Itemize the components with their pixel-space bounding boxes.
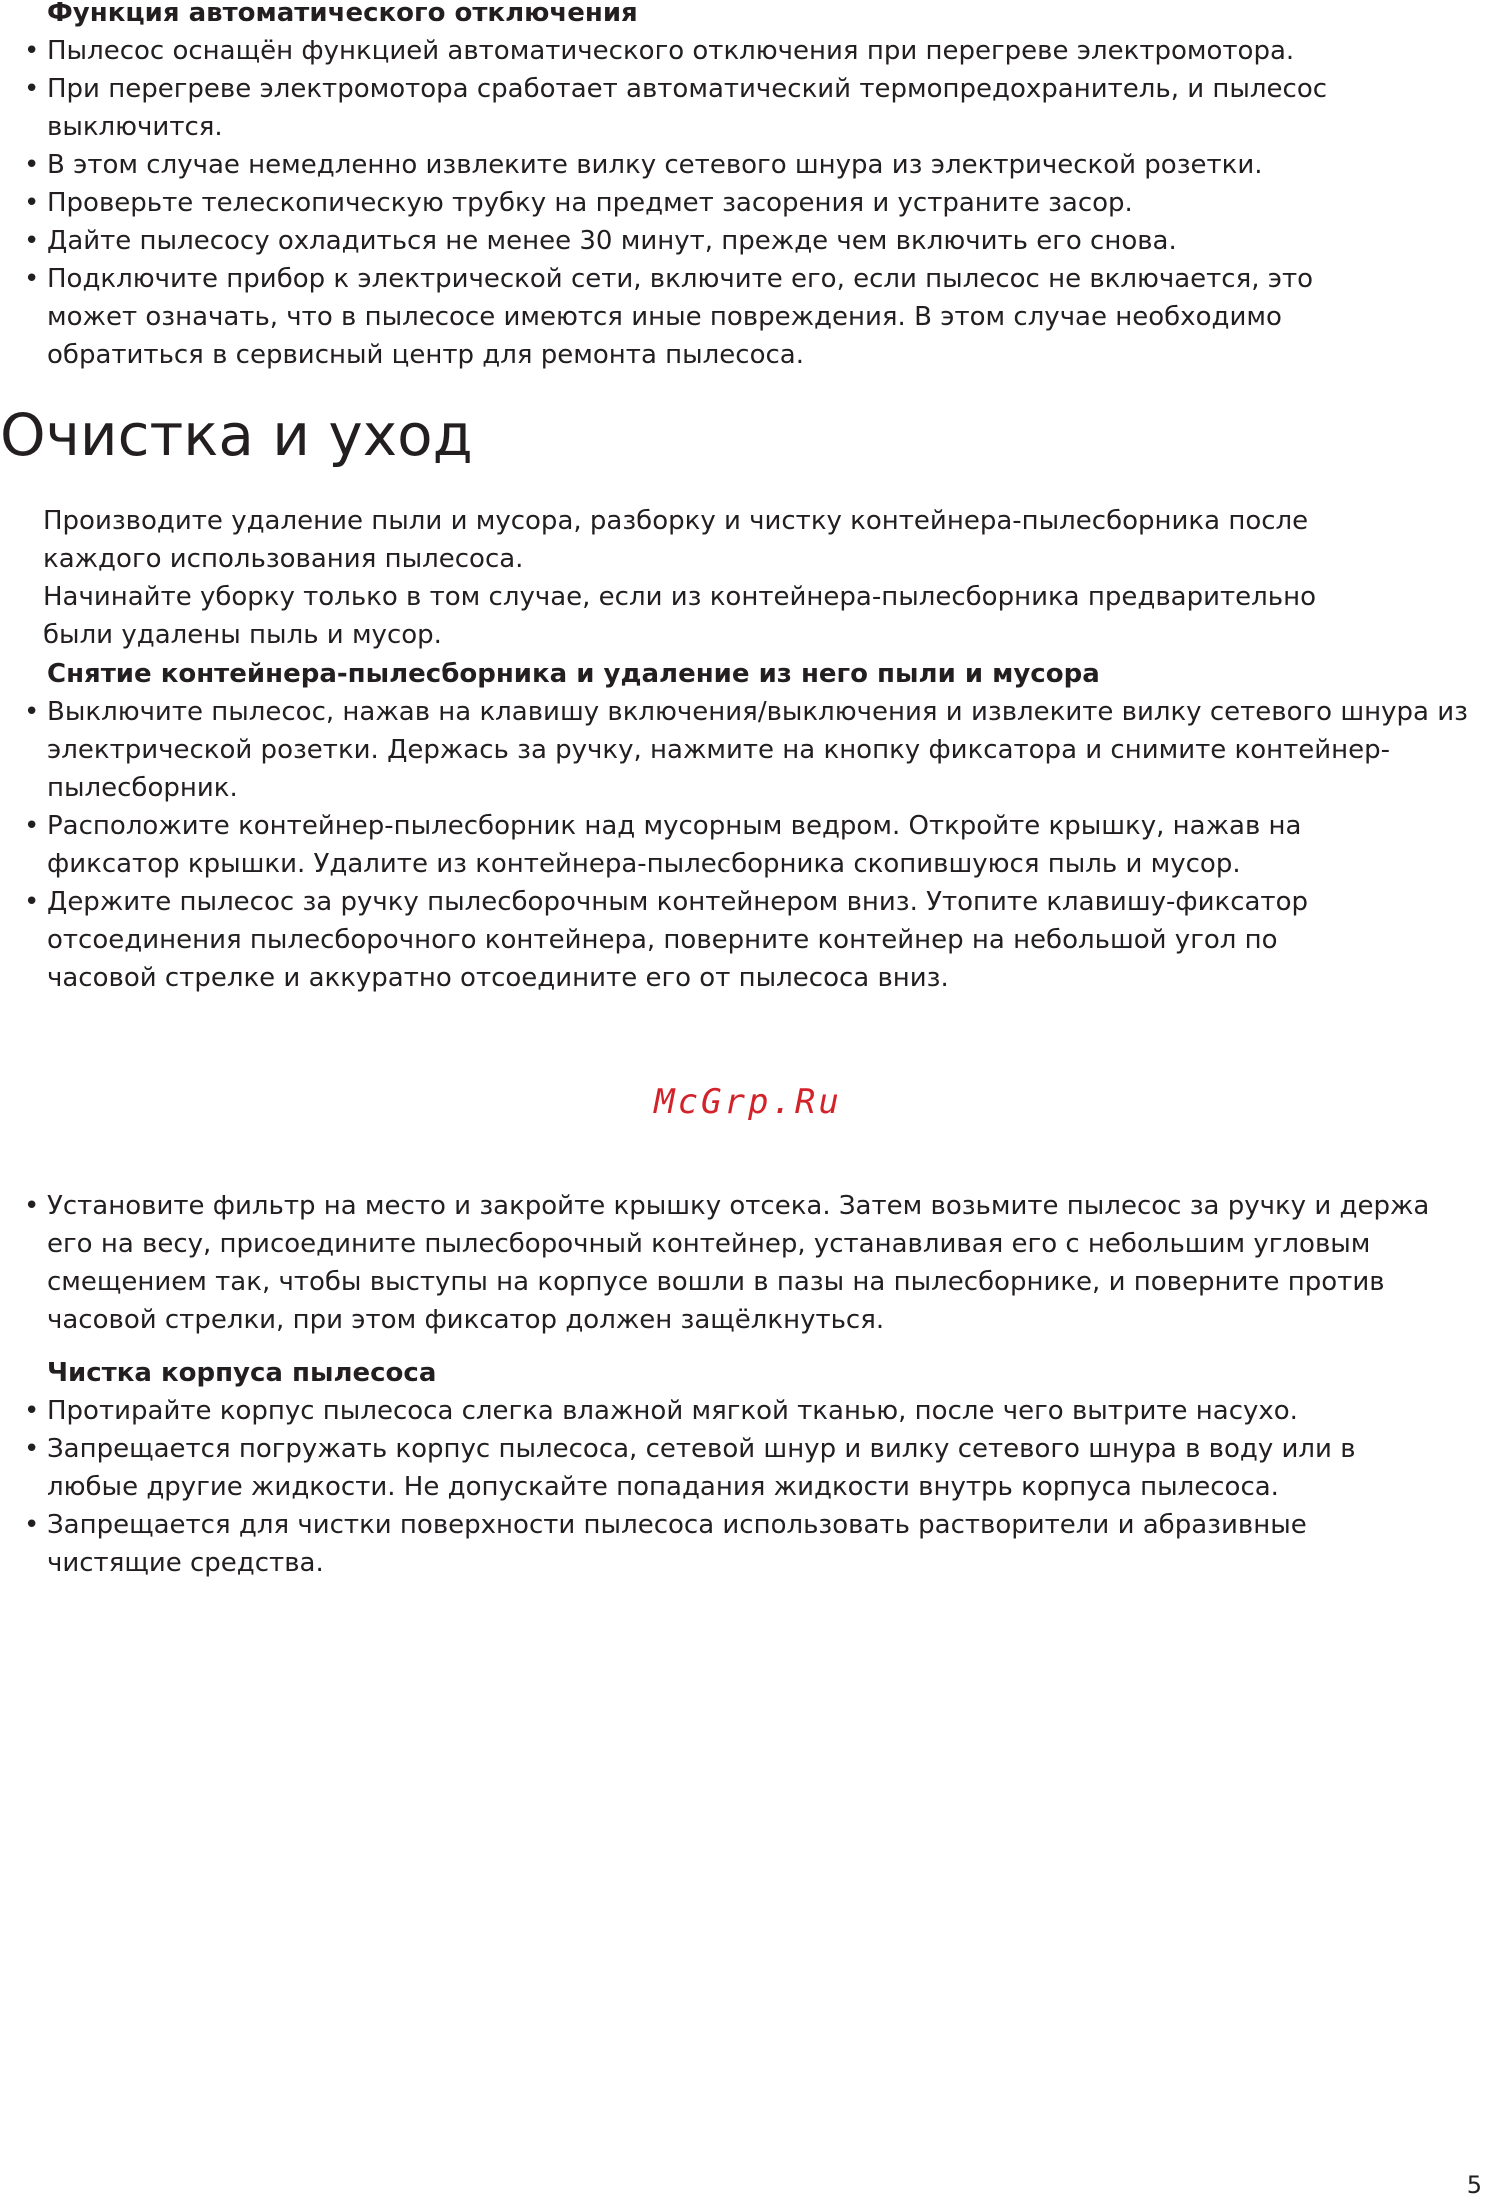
list-item [24,222,1367,260]
auto-shutoff-list [24,32,1464,374]
list-item [24,32,1367,70]
list-item [24,1430,1377,1506]
bullet-dot: • [24,1434,40,1464]
bullet-dot: • [24,887,40,917]
watermark-text: McGrp.Ru [654,1082,842,1122]
bullet-dot: • [24,226,40,256]
list-item-text: В этом случае немедленно извлеките вилку сетевого шнура из электрической розетки. [47,150,1263,180]
list-item-text: Выключите пылесос, нажав на клавишу включения/выключения и извлеките вилку сетевого шнура из электрической розетки. Держась за ручку, нажмите на кнопку фиксатора и снимите контейнер-пылесборник. [47,697,1468,803]
filter-install-list [24,1187,1464,1339]
bullet-dot: • [24,1510,40,1540]
container-removal-section [24,655,1468,997]
intro-paragraph: Производите удаление пыли и мусора, разборку и чистку контейнера-пылесборника после каждого использования пылесоса. [43,506,1309,574]
list-item [24,260,1377,374]
list-item-text: При перегреве электромотора сработает автоматический термопредохранитель, и пылесос выключится. [47,74,1328,142]
auto-shutoff-section [24,0,1464,374]
list-item-text: Протирайте корпус пылесоса слегка влажной мягкой тканью, после чего вытрите насухо. [47,1396,1298,1426]
bullet-dot: • [24,811,40,841]
body-cleaning-section [24,1354,1464,1582]
list-item [24,146,1367,184]
list-item-text: Пылесос оснащён функцией автоматического отключения при перегреве электромотора. [47,36,1295,66]
list-item [24,70,1367,146]
list-item [24,693,1487,807]
list-item-text: Проверьте телескопическую трубку на предмет засорения и устраните засор. [47,188,1133,218]
bullet-dot: • [24,188,40,218]
list-item [24,184,1367,222]
bullet-dot: • [24,1396,40,1426]
intro-paragraph: Начинайте уборку только в том случае, если из контейнера-пылесборника предварительно были удалены пыль и мусор. [43,582,1316,650]
list-item-text: Держите пылесос за ручку пылесборочным контейнером вниз. Утопите клавишу-фиксатор отсоединения пылесборочного контейнера, поверните контейнер на небольшой угол по часовой стрелке и аккуратно отсоедините его от пылесоса вниз. [47,887,1308,993]
bullet-dot: • [24,74,40,104]
list-item-text: Дайте пылесосу охладиться не менее 30 минут, прежде чем включить его снова. [47,226,1177,256]
list-item [24,883,1347,997]
bullet-dot: • [24,1191,40,1221]
body-cleaning-title: Чистка корпуса пылесоса [47,1358,437,1388]
bullet-dot: • [24,36,40,66]
bullet-dot: • [24,697,40,727]
filter-install-section [24,1187,1464,1339]
list-item [24,807,1347,883]
list-item-text: Расположите контейнер-пылесборник над мусорным ведром. Откройте крышку, нажав на фиксатор крышки. Удалите из контейнера-пылесборника скопившуюся пыль и мусор. [47,811,1302,879]
container-removal-title: Снятие контейнера-пылесборника и удаление из него пыли и мусора [47,659,1100,689]
page-number: 5 [1466,2171,1482,2199]
section-title: Очистка и уход [0,401,473,469]
list-item-text: Запрещается погружать корпус пылесоса, сетевой шнур и вилку сетевого шнура в воду или в любые другие жидкости. Не допускайте попадания жидкости внутрь корпуса пылесоса. [47,1434,1356,1502]
bullet-dot: • [24,150,40,180]
list-item-text: Подключите прибор к электрической сети, включите его, если пылесос не включается, это может означать, что в пылесосе имеются иные повреждения. В этом случае необходимо обратиться в сервисный центр для ремонта пылесоса. [47,264,1314,370]
cleaning-intro [24,502,1464,654]
container-removal-list [24,693,1468,997]
body-cleaning-list [24,1392,1464,1582]
auto-shutoff-title: Функция автоматического отключения [47,0,638,28]
bullet-dot: • [24,264,40,294]
list-item [24,1506,1367,1582]
list-item-text: Установите фильтр на место и закройте крышку отсека. Затем возьмите пылесос за ручку и держа его на весу, присоедините пылесборочный контейнер, устанавливая его с небольшим угловым смещением так, чтобы выступы на корпусе вошли в пазы на пылесборнике, и поверните против часовой стрелки, при этом фиксатор должен защёлкнуться. [47,1191,1430,1335]
list-item [24,1187,1447,1339]
list-item-text: Запрещается для чистки поверхности пылесоса использовать растворители и абразивные чистящие средства. [47,1510,1307,1578]
list-item [24,1392,1367,1430]
